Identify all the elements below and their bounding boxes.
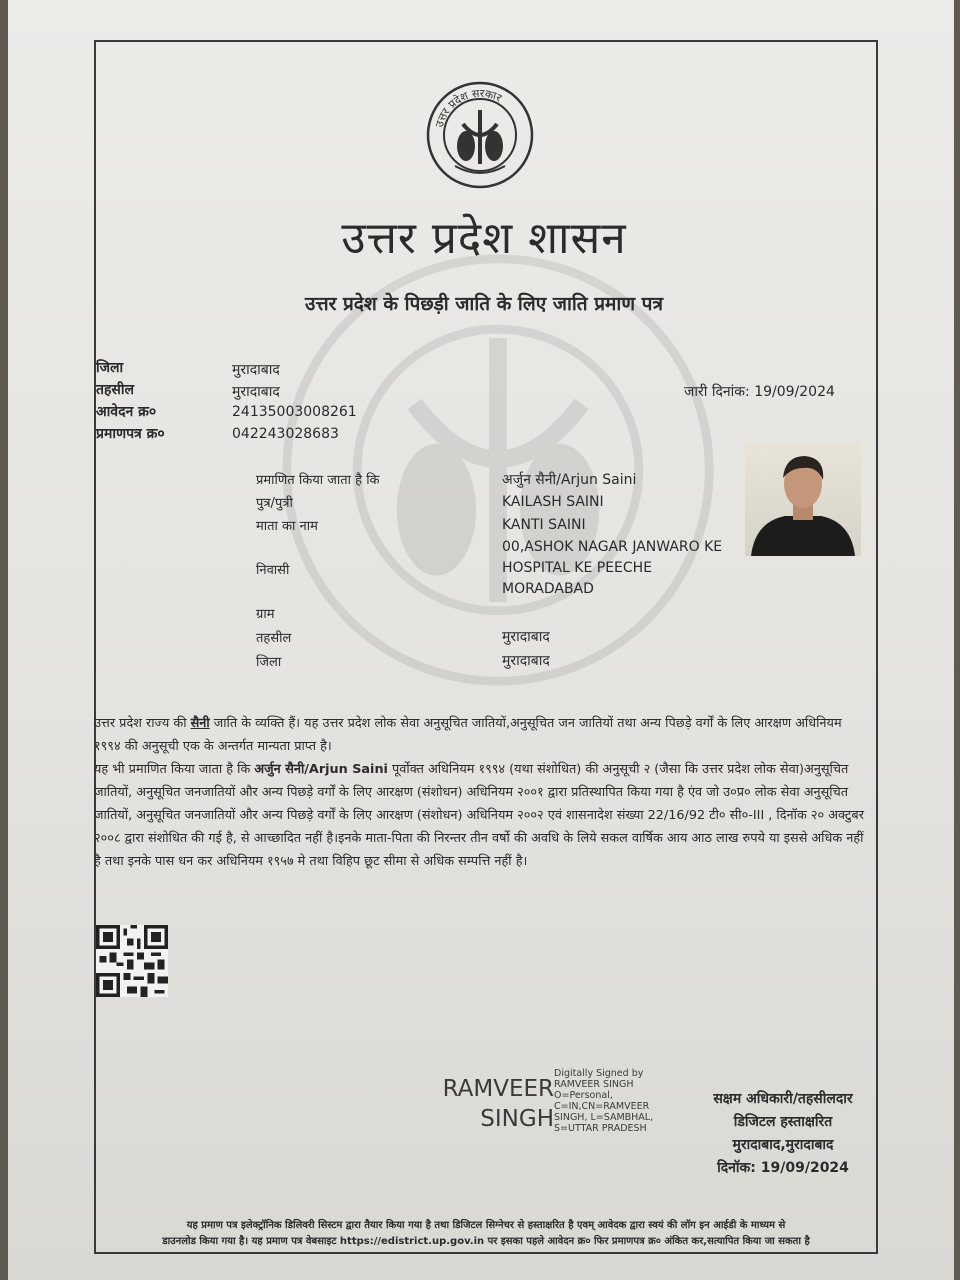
certify-label: प्रमाणित किया जाता है कि	[256, 473, 380, 488]
signature-detail-5: SINGH, L=SAMBHAL,	[554, 1112, 654, 1123]
signature-detail-3: O=Personal,	[554, 1090, 613, 1101]
body-paragraph-1	[94, 712, 864, 758]
signature-name-line-1: RAMVEER	[442, 1076, 554, 1102]
footer-line-1: यह प्रमाण पत्र इलेक्ट्रॉनिक डिलिवरी सिस्टम द्वारा तैयार किया गया है तथा डिजिटल सिग्नेचर से हस्ताक्षरित है एवम् आवेदक द्वारा स्वयं की लॉग इन आईडी के माध्यम से	[186, 1220, 786, 1231]
mother-label: माता का नाम	[256, 519, 318, 534]
detail-district-label: जिला	[256, 655, 282, 670]
body-applicant-name: अर्जुन सैनी/Arjun Saini	[254, 762, 388, 777]
emblem-text: उत्तर प्रदेश सरकार	[432, 86, 504, 129]
address-line-2: HOSPITAL KE PEECHE	[502, 560, 653, 576]
signature-detail-1: Digitally Signed by	[554, 1068, 644, 1079]
issue-date: जारी दिनांक: 19/09/2024	[684, 384, 835, 400]
page-title: उत्तर प्रदेश शासन	[341, 213, 627, 264]
resident-label: निवासी	[256, 563, 290, 578]
qr-code	[96, 925, 168, 997]
application-number-label: आवेदन क्र०	[96, 404, 157, 420]
state-emblem	[425, 80, 535, 190]
district-value: मुरादाबाद	[232, 362, 280, 378]
detail-district-value: मुरादाबाद	[502, 653, 550, 669]
signature-name	[424, 1074, 554, 1134]
address-line-1: 00,ASHOK NAGAR JANWARO KE	[502, 539, 723, 555]
certificate-subtitle: उत्तर प्रदेश के पिछड़ी जाति के लिए जाति प्रमाण पत्र	[305, 293, 663, 315]
detail-tehsil-label: तहसील	[256, 631, 292, 646]
certificate-number-label: प्रमाणपत्र क्र०	[96, 426, 165, 442]
body-paragraph-2	[94, 758, 864, 873]
mother-name: KANTI SAINI	[502, 517, 586, 533]
certificate-number-value: 042243028683	[232, 426, 339, 442]
parent-name: KAILASH SAINI	[502, 494, 604, 510]
officer-designation: सक्षम अधिकारी/तहसीलदार	[713, 1091, 853, 1107]
applicant-photo	[745, 442, 861, 556]
caste-name: सैनी	[190, 716, 210, 731]
footer-line-2: डाउनलोड किया गया है। यह प्रमाण पत्र वेबसाइट https://edistrict.up.gov.in पर इसका पहले आवेदन क्र० फिर प्रमाणपत्र क्र० अंकित कर,सत्यापित किया जा सकता है	[162, 1236, 810, 1247]
certificate-body	[94, 712, 864, 873]
officer-location: मुरादाबाद,मुरादाबाद	[732, 1137, 834, 1153]
officer-digital-sign: डिजिटल हस्ताक्षरित	[733, 1114, 833, 1130]
officer-block	[688, 1088, 878, 1180]
body-p2-text-a: यह भी प्रमाणित किया जाता है कि	[94, 762, 255, 777]
signature-detail-4: C=IN,CN=RAMVEER	[554, 1101, 650, 1112]
signature-detail-2: RAMVEER SINGH	[554, 1079, 634, 1090]
footer-note	[96, 1218, 876, 1250]
tehsil-value: मुरादाबाद	[232, 384, 280, 400]
parent-label: पुत्र/पुत्री	[256, 496, 293, 511]
application-number-value: 24135003008261	[232, 404, 357, 420]
person-photo-icon	[745, 442, 861, 556]
signature-detail-6: S=UTTAR PRADESH	[554, 1123, 647, 1134]
certificate-paper	[8, 0, 954, 1280]
address-line-3: MORADABAD	[502, 581, 594, 597]
body-p2-text-b: पूर्वोक्त अधिनियम १९९४ (यथा संशोधित) की अनुसूची २ (जैसा कि उत्तर प्रदेश लोक सेवा)अनुसूचित जातियों, अनुसूचित जनजातियों और अन्य पिछड़े वर्गों के लिए आरक्षण (संशोधन) अधिनियम २००१ द्वारा प्रतिस्थापित किया गया है एंव जो उ०प्र० लोक सेवा अनुसूचित जातियों, अनुसूचित जनजातियों और अन्य पिछड़े वर्गों के लिए आरक्षण (संशोधन) अधिनियम २००२ एवं शासनादेश संख्या 22/16/92 टी० सी०-III , दिनॉक २० अक्टुबर २००८ द्वारा संशोधित की गई है, से आच्छादित नहीं है।इनके माता-पिता की निरन्तर तीन वर्षो की अवधि के लिये सकल वार्षिक आय आठ लाख रुपये या इससे अधिक नहीं है तथा इनके पास धन कर अधिनियम १९५७ मे तथा विहिप छूट सीमा से अधिक सम्पत्ति नहीं है।	[94, 762, 864, 869]
body-p1-text-b: जाति के व्यक्ति हैं। यह उत्तर प्रदेश लोक सेवा अनुसूचित जातियों,अनुसूचित जन जातियों तथा अन्य पिछड़े वर्गों के लिए आरक्षण अधिनियम १९९४ की अनुसूची एक के अन्तर्गत मान्यता प्राप्त है।	[94, 716, 842, 754]
signature-details	[554, 1068, 674, 1134]
district-label: जिला	[96, 360, 124, 376]
village-label: ग्राम	[256, 607, 275, 622]
officer-date: दिनॉक: 19/09/2024	[717, 1160, 849, 1176]
body-p1-text-a: उत्तर प्रदेश राज्य की	[94, 716, 191, 731]
detail-tehsil-value: मुरादाबाद	[502, 629, 550, 645]
applicant-name: अर्जुन सैनी/Arjun Saini	[502, 472, 637, 488]
signature-name-line-2: SINGH	[480, 1106, 554, 1132]
svg-text:उत्तर प्रदेश सरकार	[433, 87, 504, 129]
tehsil-label: तहसील	[96, 382, 134, 398]
